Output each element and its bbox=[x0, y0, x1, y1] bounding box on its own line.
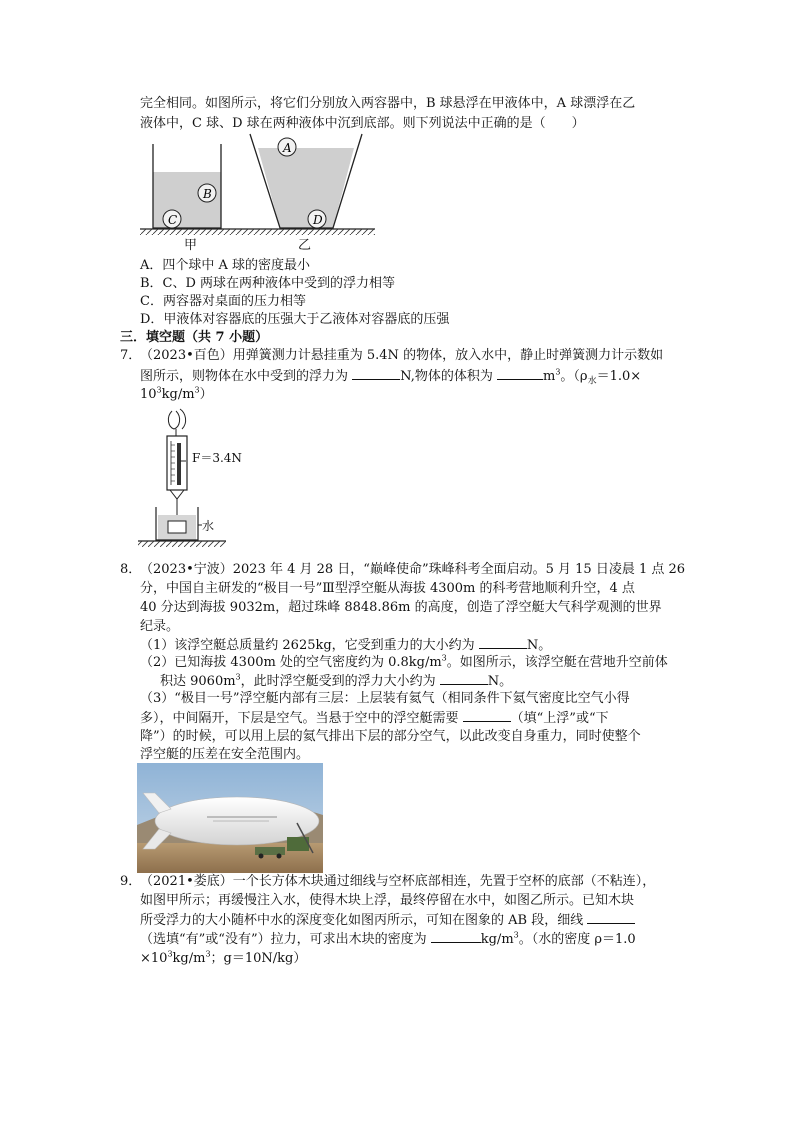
q9-line4-c: 。（水的密度 ρ＝1.0 bbox=[518, 932, 636, 947]
q9-line4-a: （选填“有”或“没有”）拉力，可求出木块的密度为 bbox=[140, 932, 427, 947]
q8-sub3-c: （填“上浮”或“下 bbox=[510, 711, 609, 726]
container-yi-liquid bbox=[258, 148, 354, 228]
q8-sub2-c: 积达 9060m bbox=[160, 674, 236, 689]
q6-text-line1: 完全相同。如图所示，将它们分别放入两容器中，B 球悬浮在甲液体中，A 球漂浮在乙 bbox=[140, 96, 636, 111]
q9-line3-text: 所受浮力的大小随杯中水的深度变化如图丙所示，可知在图象的 AB 段，细线 bbox=[140, 913, 584, 928]
container-jia-label: 甲 bbox=[184, 238, 198, 253]
q7-line2-a: 图所示，则物体在水中受到的浮力为 bbox=[140, 369, 349, 384]
q8-blank-direction[interactable] bbox=[463, 709, 511, 722]
q7-blank-buoyancy[interactable] bbox=[352, 367, 400, 380]
table-hatch bbox=[140, 229, 375, 235]
q7-force-label: F＝3.4N bbox=[192, 451, 242, 465]
q7-line2-b: N,物体的体积为 bbox=[400, 369, 493, 384]
q7-spring-scale-figure bbox=[136, 403, 266, 563]
q7-water-label: 水 bbox=[202, 519, 215, 533]
q7-line3-c: ） bbox=[199, 387, 213, 402]
q8-line1: （2023•宁波）2023 年 4 月 28 日，“巅峰使命”珠峰科考全面启动。5 月 15 日凌晨 1 点 26 bbox=[140, 562, 686, 577]
q7-line3-a: 10 bbox=[140, 387, 157, 402]
q9-blank-tension[interactable] bbox=[587, 911, 635, 924]
q8-sub1-a: （1）该浮空艇总质量约 2625kg，它受到重力的大小约为 bbox=[140, 638, 475, 653]
q8-sub3-line3: 降”）的时候，可以用上层的氦气排出下层的部分空气，以此改变自身重力，同时使整个 bbox=[140, 729, 641, 744]
q8-sup-b: 3 bbox=[235, 672, 241, 682]
q7-line2-f: ＝1.0× bbox=[596, 369, 642, 384]
q7-line2-e: 水 bbox=[587, 376, 597, 387]
q8-number: 8． bbox=[120, 562, 142, 577]
ball-d-label: D bbox=[313, 213, 323, 227]
q6-option-a: A．四个球中 A 球的密度最小 bbox=[140, 258, 311, 273]
q8-line4: 纪录。 bbox=[140, 619, 180, 634]
q9-line5-b: kg/m bbox=[172, 951, 206, 966]
q8-sub2-a: （2）已知海拔 4300m 处的空气密度约为 0.8kg/m bbox=[140, 655, 442, 670]
q9-line1: （2021•娄底）一个长方体木块通过细线与空杯底部相连，先置于空杯的底部（不粘连）， bbox=[140, 874, 656, 889]
q6-option-c: C．两容器对桌面的压力相等 bbox=[140, 294, 306, 309]
q8-sub2-line2 bbox=[160, 672, 512, 691]
q8-sub2-d: ，此时浮空艇受到的浮力大小约为 bbox=[240, 674, 436, 689]
q9-line5: $\times 10^3kg/m^3$；g＝10N/kg） bbox=[140, 949, 307, 966]
q9-number: 9． bbox=[120, 874, 142, 889]
q9-blank-density[interactable] bbox=[431, 930, 481, 943]
q9-line2: 如图甲所示；再缓慢注入水，使得木块上浮，最终停留在水中，如图乙所示。已知木块 bbox=[140, 893, 635, 908]
q8-line2: 分，中国自主研发的“极目一号”Ⅲ型浮空艇从海拔 4300m 的科考营地顺利升空，4 点 bbox=[140, 581, 635, 596]
q6-option-d: D．甲液体对容器底的压强大于乙液体对容器底的压强 bbox=[140, 312, 450, 327]
submerged-block bbox=[168, 521, 186, 533]
section-heading: 三．填空题（共 7 小题） bbox=[120, 330, 269, 345]
q9-line5-a: ×10 bbox=[140, 951, 168, 966]
q8-blank-gravity[interactable] bbox=[479, 636, 527, 649]
q7-line2-d: 。（ρ bbox=[560, 369, 588, 384]
q7-line2-c: m bbox=[542, 369, 556, 384]
q8-blank-buoyancy[interactable] bbox=[440, 672, 488, 685]
q8-sup-a: 3 bbox=[441, 653, 447, 663]
q8-sub2-b: 。如图所示，该浮空艇在营地升空前体 bbox=[446, 655, 668, 670]
q7-line2: 图所示，则物体在水中受到的浮力为 N,物体的体积为 $m^3$。（$\rho_水=1.0\times$ bbox=[140, 367, 642, 387]
q9-line3 bbox=[140, 911, 635, 930]
q8-sub3-line1: （3）“极目一号”浮空艇内部有三层：上层装有氦气（相同条件下氦气密度比空气小得 bbox=[140, 691, 630, 706]
q8-sub1-b: N。 bbox=[526, 638, 552, 653]
q9-line5-c: ；g＝10N/kg） bbox=[210, 951, 307, 966]
q7-line3-b: kg/m bbox=[161, 387, 195, 402]
ball-a-label: A bbox=[283, 141, 292, 155]
q7-blank-volume[interactable] bbox=[497, 367, 543, 380]
q9-line4: （选填“有”或“没有”）拉力，可求出木块的密度为 $kg/m^3$。（水的密度 ρ＝1.0 bbox=[140, 930, 636, 947]
ball-c-label: C bbox=[168, 213, 178, 227]
q6-containers-figure bbox=[135, 132, 380, 252]
q8-line3: 40 分达到海拔 9032m，超过珠峰 8848.86m 的高度，创造了浮空艇大气科学观测的世界 bbox=[140, 600, 662, 615]
ball-b-label: B bbox=[203, 187, 212, 201]
q7-number: 7． bbox=[120, 348, 142, 363]
airship-photo bbox=[137, 763, 323, 873]
q9-line4-b: kg/m bbox=[480, 932, 514, 947]
q8-sub1 bbox=[140, 636, 551, 655]
q8-sub2-line1 bbox=[140, 654, 668, 672]
q6-option-b: B．C、D 两球在两种液体中受到的浮力相等 bbox=[140, 276, 396, 291]
q8-sub2-e: N。 bbox=[487, 674, 513, 689]
q8-sub3-line2 bbox=[140, 709, 609, 728]
q8-sub3-line4: 浮空艇的压差在安全范围内。 bbox=[140, 747, 310, 762]
q8-sub3-b: 多），中间隔开，下层是空气。当悬于空中的浮空艇需要 bbox=[140, 711, 459, 726]
q7-line1: （2023•百色）用弹簧测力计悬挂重为 5.4N 的物体，放入水中，静止时弹簧测力计示数如 bbox=[140, 348, 664, 363]
q7-line3: $10^3kg/m^3$） bbox=[140, 385, 213, 402]
q6-text-line2: 液体中，C 球、D 球在两种液体中沉到底部。则下列说法中正确的是（ ） bbox=[140, 116, 585, 131]
container-yi-label: 乙 bbox=[298, 238, 312, 253]
